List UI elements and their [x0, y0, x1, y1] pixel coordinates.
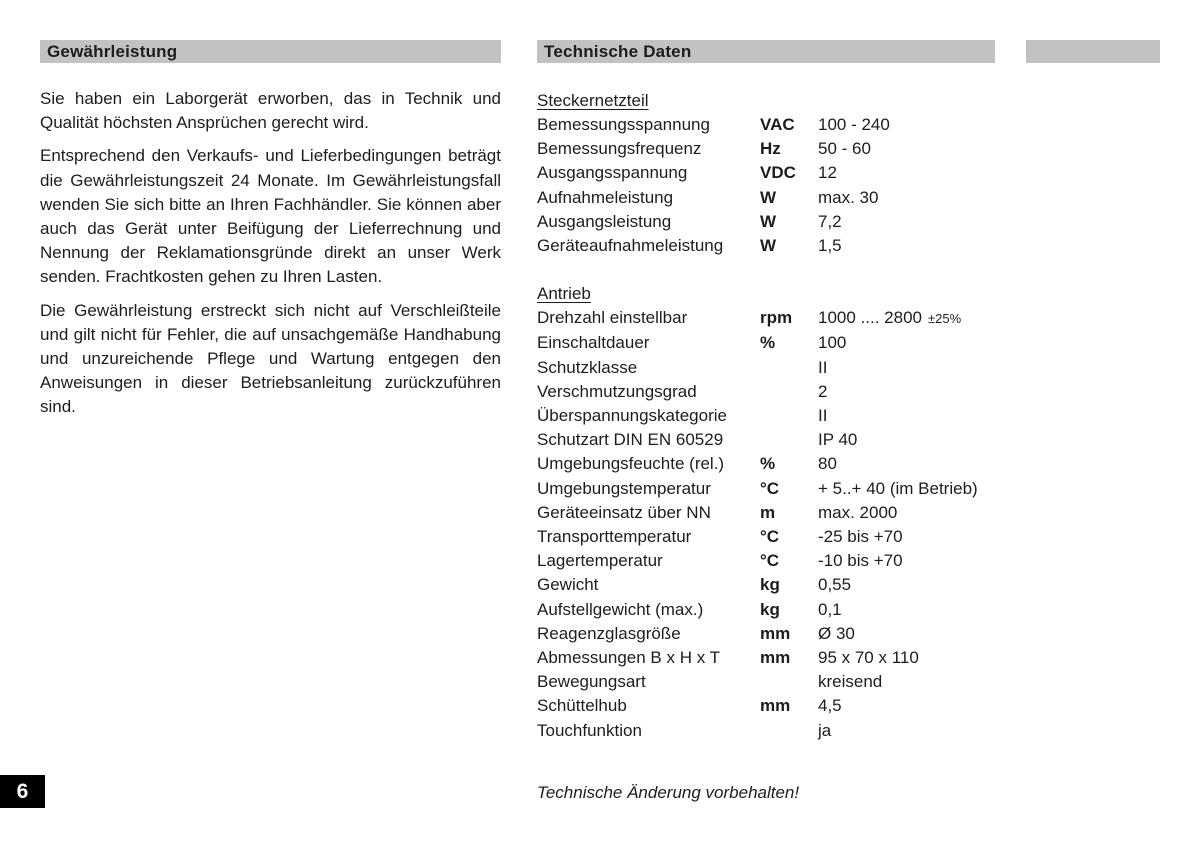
- spec-unit: [760, 670, 818, 694]
- spec-label: Aufstellgewicht (max.): [537, 599, 704, 619]
- spec-unit: %: [760, 333, 776, 353]
- spec-label: Schutzklasse: [537, 357, 638, 377]
- spec-sections: [537, 89, 995, 743]
- spec-label: Einschaltdauer: [537, 333, 650, 353]
- spec-label: Verschmutzungsgrad: [537, 381, 697, 401]
- spec-row: [537, 549, 995, 573]
- spec-row: [537, 622, 995, 646]
- spec-unit: °C: [760, 551, 780, 571]
- spec-unit: kg: [760, 575, 780, 595]
- spec-unit: W: [760, 187, 777, 207]
- spec-unit: °C: [760, 527, 780, 547]
- spec-rows: [537, 306, 995, 743]
- spec-label: Transporttemperatur: [537, 527, 692, 547]
- spec-value: max. 2000: [818, 502, 898, 522]
- spec-value: 4,5: [818, 696, 842, 716]
- spec-unit: [760, 356, 818, 380]
- spec-unit: W: [760, 236, 777, 256]
- spec-value: 7,2: [818, 211, 842, 231]
- spec-unit: VAC: [760, 115, 795, 134]
- spec-section: [537, 89, 995, 258]
- spec-row: [537, 356, 995, 380]
- spec-label: Lagertemperatur: [537, 551, 663, 571]
- tech-data-title: Technische Daten: [544, 42, 692, 61]
- spec-unit: m: [760, 502, 776, 522]
- warranty-title: Gewährleistung: [47, 42, 178, 61]
- spec-label: Schutzart DIN EN 60529: [537, 430, 724, 450]
- spec-unit: VDC: [760, 163, 796, 183]
- spec-section-heading: Steckernetzteil: [537, 91, 649, 110]
- warranty-paragraph: Die Gewährleistung erstreckt sich nicht auf Verschleißteile und gilt nicht für Fehler, die auf unsachgemäße Handhabung und unzureichende Pflege und Wartung entgegen den Anweisungen in dieser Betriebsanleitung zurückzuführen sind.: [40, 300, 501, 417]
- spec-row: [537, 161, 995, 185]
- spec-value: 1,5: [818, 236, 842, 256]
- spec-value: Ø 30: [818, 623, 855, 643]
- spec-section-heading: Antrieb: [537, 284, 591, 304]
- spec-value: 100: [818, 333, 847, 353]
- spec-row: [537, 331, 995, 355]
- spec-row: [537, 719, 995, 743]
- footer-note: Technische Änderung vorbehalten!: [537, 783, 800, 802]
- spec-value-suffix: ±25%: [927, 311, 962, 327]
- spec-value: -25 bis +70: [818, 527, 903, 547]
- spec-unit: [760, 719, 818, 743]
- spec-rows: [537, 113, 995, 258]
- spec-label: Überspannungskategorie: [537, 406, 727, 426]
- warranty-section: [40, 40, 501, 429]
- spec-value: 2: [818, 381, 828, 401]
- spec-unit: Hz: [760, 139, 781, 159]
- spec-unit: W: [760, 211, 777, 231]
- spec-value: 80: [818, 454, 837, 474]
- spec-label: Abmessungen B x H x T: [537, 648, 720, 668]
- spec-value: 95 x 70 x 110: [818, 648, 919, 668]
- spec-value: 50 - 60: [818, 139, 871, 159]
- tech-data-title-bar: [537, 40, 995, 63]
- spec-value: + 5..+ 40 (im Betrieb): [818, 478, 978, 498]
- spec-value: 0,55: [818, 575, 852, 595]
- spec-label: Umgebungstemperatur: [537, 478, 711, 498]
- spec-row: [537, 113, 995, 137]
- spec-value: II: [818, 406, 828, 426]
- warranty-title-bar: [40, 40, 501, 63]
- spec-label: Gewicht: [537, 575, 599, 595]
- spec-row: [537, 234, 995, 258]
- spec-label: Schüttelhub: [537, 696, 627, 716]
- spec-value: max. 30: [818, 187, 879, 207]
- spec-label: Aufnahmeleistung: [537, 187, 674, 207]
- spec-unit: [760, 428, 818, 452]
- spec-label: Reagenzglasgröße: [537, 623, 681, 643]
- spec-unit: mm: [760, 623, 791, 643]
- spec-row: [537, 501, 995, 525]
- spec-label: Ausgangsleistung: [537, 211, 672, 231]
- spec-unit: %: [760, 454, 776, 474]
- spec-label: Bemessungsfrequenz: [537, 139, 702, 159]
- spec-unit: [760, 380, 818, 404]
- spec-value: 1000 .... 2800 ±25%: [818, 308, 962, 328]
- warranty-paragraph: Entsprechend den Verkaufs- und Lieferbedingungen beträgt die Gewährleistungszeit 24 Monate. Im Gewährleistungsfall wenden Sie sich bitte an Ihren Fachhändler. Sie können aber auch das Gerät unter Beifügung der Lieferrechnung und Nennung der Reklamationsgründe direkt an unser Werk senden. Frachtkosten gehen zu Ihren Lasten.: [40, 146, 501, 287]
- spec-row: [537, 210, 995, 234]
- spec-unit: rpm: [760, 308, 793, 328]
- spec-row: [537, 525, 995, 549]
- spec-label: Bewegungsart: [537, 672, 646, 692]
- spec-value: kreisend: [818, 672, 883, 692]
- spec-unit: °C: [760, 478, 780, 498]
- spec-row: [537, 380, 995, 404]
- spec-row: [537, 477, 995, 501]
- spec-section: [537, 282, 995, 743]
- spec-value: ja: [818, 720, 832, 740]
- spec-row: [537, 428, 995, 452]
- spec-label: Ausgangsspannung: [537, 163, 688, 183]
- spec-row: [537, 694, 995, 718]
- spec-value: IP 40: [818, 430, 858, 450]
- empty-header-bar: [1026, 40, 1160, 63]
- spec-value: II: [818, 357, 828, 377]
- warranty-paragraphs: [40, 87, 501, 420]
- spec-unit: mm: [760, 696, 791, 716]
- spec-label: Geräteeinsatz über NN: [537, 502, 711, 522]
- spec-label: Drehzahl einstellbar: [537, 308, 688, 328]
- spec-row: [537, 137, 995, 161]
- page-number-box: [0, 775, 45, 808]
- spec-value: 12: [818, 163, 837, 183]
- spec-row: [537, 404, 995, 428]
- spec-row: [537, 670, 995, 694]
- spec-value: -10 bis +70: [818, 551, 903, 571]
- spec-label: Umgebungsfeuchte (rel.): [537, 454, 725, 474]
- spec-row: [537, 598, 995, 622]
- spec-row: [537, 452, 995, 476]
- spec-unit: [760, 404, 818, 428]
- spec-unit: kg: [760, 599, 780, 619]
- spec-label: Geräteaufnahmeleistung: [537, 236, 724, 256]
- spec-row: [537, 186, 995, 210]
- tech-data-section: [537, 40, 995, 767]
- spec-unit: mm: [760, 648, 791, 668]
- spec-value: 100 - 240: [818, 115, 890, 134]
- page-number: 6: [16, 780, 29, 803]
- warranty-paragraph: Sie haben ein Laborgerät erworben, das in Technik und Qualität höchsten Ansprüchen gerecht wird.: [40, 89, 501, 133]
- spec-row: [537, 306, 995, 331]
- spec-label: Bemessungsspannung: [537, 115, 710, 134]
- spec-row: [537, 573, 995, 597]
- spec-row: [537, 646, 995, 670]
- spec-label: Touchfunktion: [537, 720, 642, 740]
- spec-value: 0,1: [818, 599, 842, 619]
